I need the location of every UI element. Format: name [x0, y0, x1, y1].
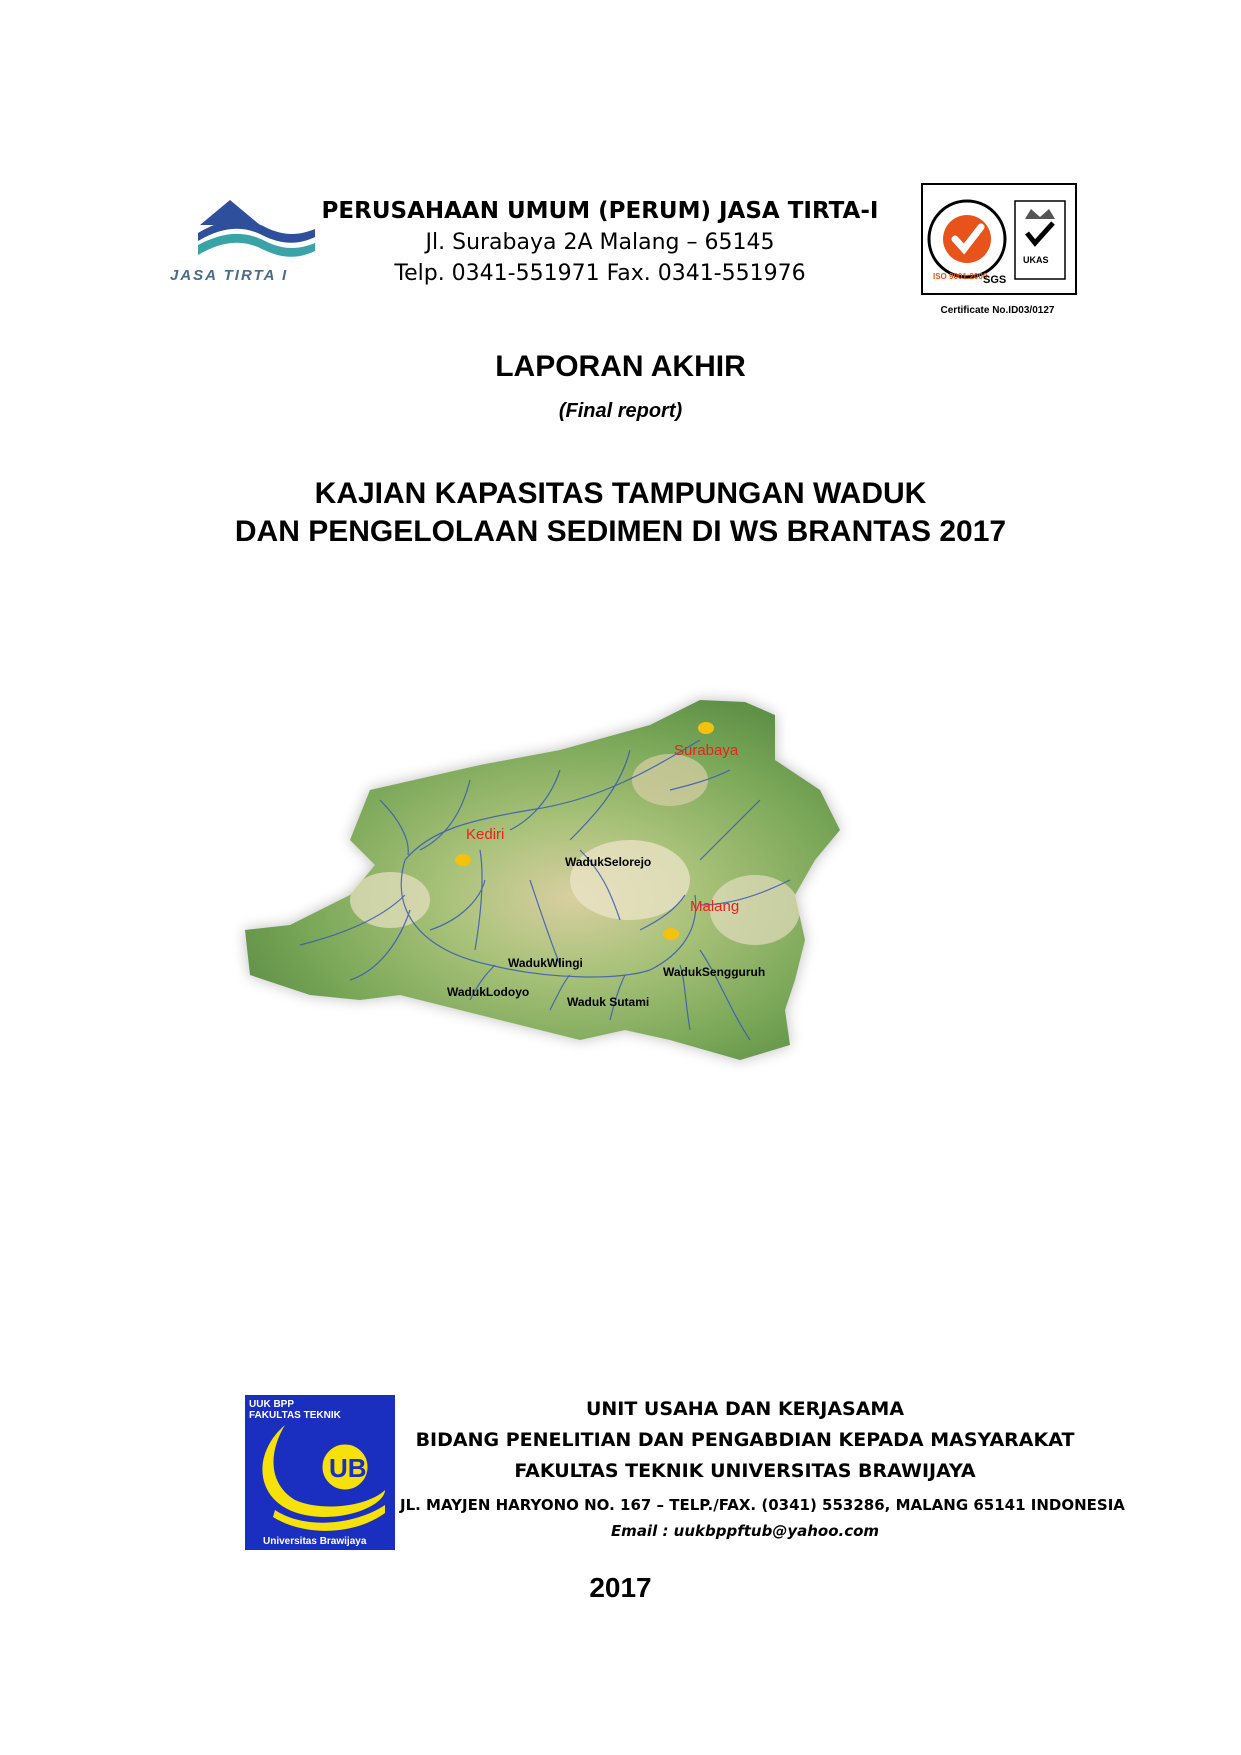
certification-seal [921, 183, 1077, 295]
svg-text:FAKULTAS TEKNIK: FAKULTAS TEKNIK [249, 1410, 341, 1421]
jasa-tirta-logo [170, 195, 320, 295]
reservoir-label-selorejo: WadukSelorejo [565, 855, 652, 869]
main-title [0, 475, 1241, 551]
city-label-malang: Malang [690, 898, 740, 915]
main-title-line-2: DAN PENGELOLAAN SEDIMEN DI WS BRANTAS 2017 [234, 515, 1007, 548]
svg-text:UUK BPP: UUK BPP [249, 1399, 295, 1410]
city-label-surabaya: Surabaya [674, 742, 739, 759]
company-address: Jl. Surabaya 2A Malang – 65145 [425, 230, 775, 255]
svg-text:SGS: SGS [983, 274, 1007, 286]
certificate-number: Certificate No.ID03/0127 [940, 305, 1055, 316]
title-block [0, 350, 1241, 551]
unit-email: Email : uukbppftub@yahoo.com [610, 1522, 880, 1540]
svg-text:Universitas Brawijaya: Universitas Brawijaya [263, 1536, 367, 1547]
report-title: LAPORAN AKHIR [495, 350, 746, 383]
mountain-kawi [570, 840, 690, 920]
unit-name: UNIT USAHA DAN KERJASAMA [585, 1398, 905, 1420]
ub-logo [245, 1395, 395, 1550]
svg-text:UKAS: UKAS [1023, 255, 1049, 265]
brantas-basin-map [230, 680, 990, 1180]
report-year: 2017 [589, 1572, 652, 1603]
company-name: PERUSAHAAN UMUM (PERUM) JASA TIRTA-I [321, 198, 879, 224]
reservoir-label-sutami: Waduk Sutami [567, 995, 650, 1009]
marker-malang [663, 928, 679, 940]
mountain-kelud [350, 872, 430, 928]
unit-info [400, 1398, 1125, 1540]
ukas-crown-icon [1015, 201, 1065, 279]
company-phone: Telp. 0341-551971 Fax. 0341-551976 [394, 261, 806, 286]
city-label-kediri: Kediri [466, 826, 505, 843]
marker-kediri [455, 854, 471, 866]
reservoir-label-wlingi: WadukWlingi [508, 956, 583, 970]
unit-division: BIDANG PENELITIAN DAN PENGABDIAN KEPADA MASYARAKAT [415, 1429, 1075, 1451]
jasa-tirta-logo-text: JASA TIRTA I [170, 267, 289, 284]
unit-faculty: FAKULTAS TEKNIK UNIVERSITAS BRAWIJAYA [514, 1460, 976, 1482]
marker-surabaya [698, 722, 714, 734]
company-info [300, 198, 900, 286]
reservoir-label-lodoyo: WadukLodoyo [447, 985, 530, 999]
main-title-line-1: KAJIAN KAPASITAS TAMPUNGAN WADUK [314, 477, 927, 510]
iso-seal-icon [929, 201, 1006, 286]
svg-text:ISO 9001:2000: ISO 9001:2000 [933, 272, 988, 281]
mountain-arjuno [632, 754, 708, 806]
report-subtitle: (Final report) [558, 400, 683, 422]
svg-text:UB: UB [329, 1453, 367, 1483]
reservoir-label-sengguruh: WadukSengguruh [663, 965, 766, 979]
unit-address: JL. MAYJEN HARYONO NO. 167 – TELP./FAX. (0341) 553286, MALANG 65141 INDONESIA [400, 1496, 1125, 1514]
